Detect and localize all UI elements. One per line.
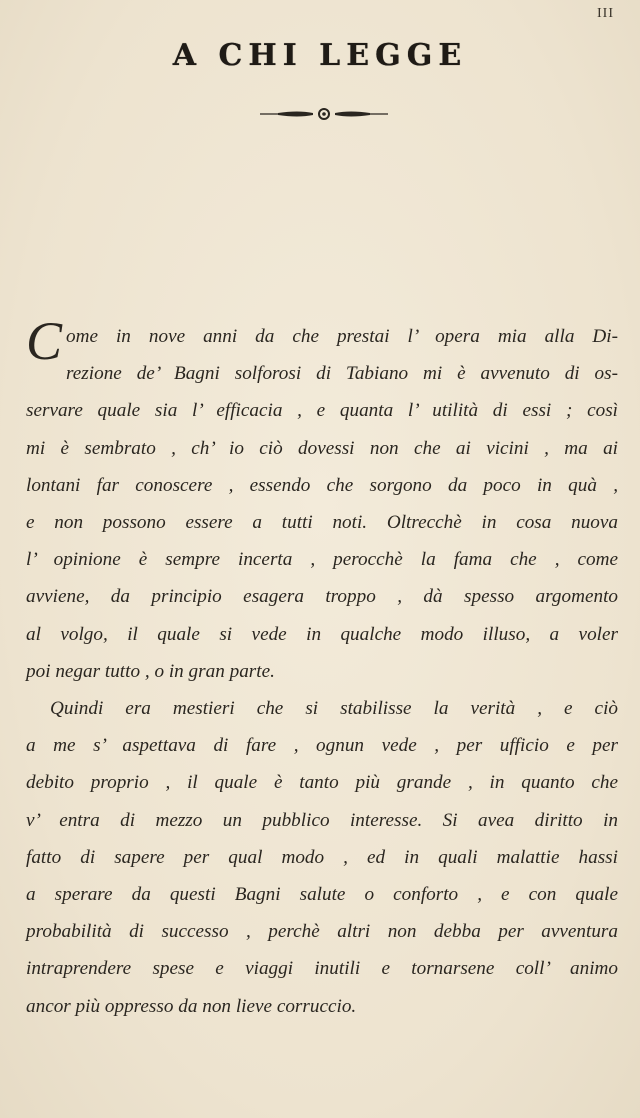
- text-line: fatto di sapere per qual modo , ed in quali malattie hassi: [26, 846, 618, 868]
- text-line: a sperare da questi Bagni salute o conforto , e con quale: [26, 884, 618, 906]
- page-number: III: [597, 6, 614, 21]
- text-line: a me s’ aspettava di fare , ognun vede , per ufficio e per: [26, 735, 618, 757]
- text-line: lontani far conoscere , essendo che sorgono da poco in quà ,: [26, 474, 618, 496]
- text-line: v’ entra di mezzo un pubblico interesse. Si avea diritto in: [26, 809, 618, 831]
- text-line: intraprendere spese e viaggi inutili e tornarsene coll’ animo: [26, 958, 618, 980]
- text-line: mi è sembrato , ch’ io ciò dovessi non che ai vicini , ma ai: [26, 437, 618, 459]
- text-line: Quindi era mestieri che si stabilisse la verità , e ciò: [50, 698, 618, 720]
- text-line: probabilità di successo , perchè altri non debba per avventura: [26, 921, 618, 943]
- paragraph-1: [26, 311, 618, 690]
- paragraph-2: [26, 690, 618, 1025]
- chapter-heading: A CHI LEGGE: [172, 38, 468, 73]
- text-line: servare quale sia l’ efficacia , e quanta l’ utilità di essi ; così: [26, 400, 618, 422]
- text-line: poi negar tutto , o in gran parte.: [26, 660, 275, 682]
- text-line: al volgo, il quale si vede in qualche modo illuso, a voler: [26, 623, 618, 645]
- text-line: avviene, da principio esagera troppo , dà spesso argomento: [26, 586, 618, 608]
- drop-cap: C: [26, 311, 63, 371]
- text-line: e non possono essere a tutti noti. Oltrecchè in cosa nuova: [26, 512, 618, 534]
- text-line: ome in nove anni da che prestai l’ opera mia alla Di-: [66, 326, 618, 347]
- text-line: l’ opinione è sempre incerta , perocchè la fama che , come: [26, 549, 618, 571]
- fleuron-rule-icon: [258, 104, 390, 124]
- text-line: debito proprio , il quale è tanto più grande , in quanto che: [26, 772, 618, 794]
- body-text: [26, 311, 618, 1025]
- text-line: ancor più oppresso da non lieve corruccio.: [26, 995, 357, 1017]
- text-line: rezione de’ Bagni solforosi di Tabiano mi è avvenuto di os-: [66, 363, 618, 385]
